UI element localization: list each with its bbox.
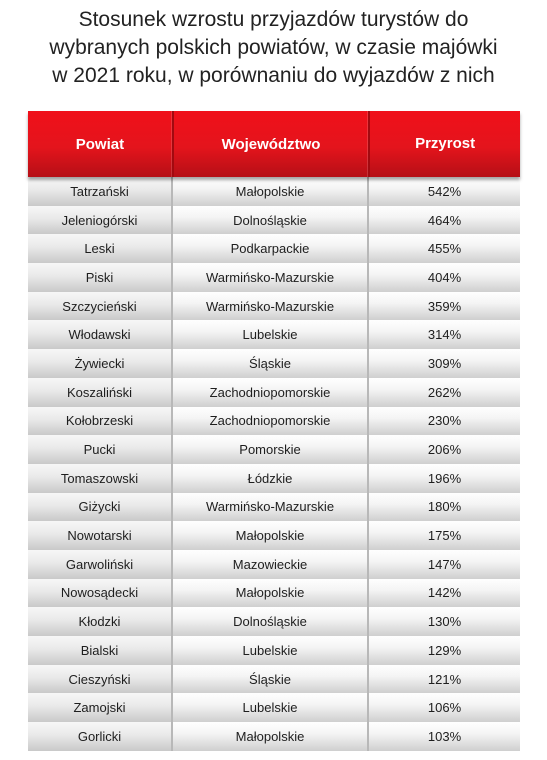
cell-przyrost: 314%: [427, 327, 462, 343]
cell-przyrost: 404%: [427, 269, 462, 285]
table-row: [28, 435, 520, 464]
cell-powiat: Jeleniogórski: [28, 206, 173, 235]
table-row: [28, 607, 520, 636]
cell-przyrost: 359%: [427, 298, 462, 314]
cell-wojewodztwo: Śląskie: [173, 349, 369, 378]
table-row: [28, 722, 520, 751]
table-row: [28, 579, 520, 608]
cell-wojewodztwo: Małopolskie: [173, 722, 369, 751]
cell-wojewodztwo: Małopolskie: [173, 521, 369, 550]
table-row: [28, 636, 520, 665]
table-row: [28, 349, 520, 378]
title-line-1: Stosunek wzrostu przyjazdów turystów do: [78, 8, 469, 31]
cell-przyrost: 196%: [427, 470, 462, 486]
cell-wojewodztwo: Zachodniopomorskie: [173, 378, 369, 407]
table-row: [28, 177, 520, 206]
cell-powiat: Bialski: [28, 636, 173, 665]
cell-przyrost: 262%: [427, 384, 462, 400]
title-line-3: w 2021 roku, w porównaniu do wyjazdów z nich: [52, 64, 495, 87]
cell-przyrost: 147%: [427, 556, 462, 572]
cell-przyrost: 309%: [427, 355, 462, 371]
cell-powiat: Koszaliński: [28, 378, 173, 407]
cell-przyrost: 206%: [427, 442, 462, 458]
cell-powiat: Leski: [28, 234, 173, 263]
column-header-przyrost: Przyrost: [415, 135, 476, 152]
column-header-powiat: Powiat: [28, 111, 174, 177]
cell-powiat: Kłodzki: [28, 607, 173, 636]
cell-wojewodztwo: Podkarpackie: [173, 234, 369, 263]
table-row: [28, 550, 520, 579]
cell-powiat: Tatrzański: [28, 177, 173, 206]
cell-przyrost: 142%: [427, 585, 462, 601]
cell-przyrost: 542%: [427, 183, 462, 199]
cell-przyrost: 129%: [427, 642, 462, 658]
cell-przyrost: 106%: [427, 700, 462, 716]
cell-wojewodztwo: Małopolskie: [173, 579, 369, 608]
table-row: [28, 493, 520, 522]
cell-powiat: Zamojski: [28, 693, 173, 722]
table-row: [28, 407, 520, 436]
cell-przyrost: 103%: [427, 728, 462, 744]
cell-powiat: Tomaszowski: [28, 464, 173, 493]
table-row: [28, 292, 520, 321]
cell-wojewodztwo: Lubelskie: [173, 693, 369, 722]
cell-powiat: Giżycki: [28, 493, 173, 522]
table-row: [28, 234, 520, 263]
cell-powiat: Piski: [28, 263, 173, 292]
cell-wojewodztwo: Śląskie: [173, 665, 369, 694]
cell-powiat: Garwoliński: [28, 550, 173, 579]
table-header: [28, 111, 520, 177]
table-body: [28, 177, 520, 751]
table-row: [28, 464, 520, 493]
cell-wojewodztwo: Dolnośląskie: [173, 607, 369, 636]
table-row: [28, 665, 520, 694]
cell-przyrost: 180%: [427, 499, 462, 515]
cell-wojewodztwo: Małopolskie: [173, 177, 369, 206]
cell-wojewodztwo: Lubelskie: [173, 636, 369, 665]
cell-powiat: Nowotarski: [28, 521, 173, 550]
page-title: [0, 6, 547, 90]
title-line-2: wybranych polskich powiatów, w czasie majówki: [49, 36, 498, 59]
cell-wojewodztwo: Mazowieckie: [173, 550, 369, 579]
cell-powiat: Żywiecki: [28, 349, 173, 378]
cell-wojewodztwo: Warmińsko-Mazurskie: [173, 493, 369, 522]
cell-przyrost: 175%: [427, 528, 462, 544]
cell-powiat: Szczycieński: [28, 292, 173, 321]
cell-przyrost: 464%: [427, 212, 462, 228]
cell-wojewodztwo: Lubelskie: [173, 320, 369, 349]
table-row: [28, 263, 520, 292]
cell-wojewodztwo: Warmińsko-Mazurskie: [173, 292, 369, 321]
cell-powiat: Pucki: [28, 435, 173, 464]
table-row: [28, 521, 520, 550]
cell-przyrost: 455%: [427, 241, 462, 257]
cell-powiat: Gorlicki: [28, 722, 173, 751]
cell-powiat: Kołobrzeski: [28, 407, 173, 436]
cell-powiat: Nowosądecki: [28, 579, 173, 608]
table-row: [28, 378, 520, 407]
cell-przyrost: 230%: [427, 413, 462, 429]
table-row: [28, 206, 520, 235]
table-row: [28, 320, 520, 349]
cell-przyrost: 130%: [427, 614, 462, 630]
cell-wojewodztwo: Pomorskie: [173, 435, 369, 464]
column-header-wojewodztwo: Województwo: [174, 111, 370, 177]
cell-wojewodztwo: Zachodniopomorskie: [173, 407, 369, 436]
cell-powiat: Cieszyński: [28, 665, 173, 694]
cell-powiat: Włodawski: [28, 320, 173, 349]
cell-wojewodztwo: Łódzkie: [173, 464, 369, 493]
cell-przyrost: 121%: [427, 671, 462, 687]
cell-wojewodztwo: Dolnośląskie: [173, 206, 369, 235]
cell-wojewodztwo: Warmińsko-Mazurskie: [173, 263, 369, 292]
table-row: [28, 693, 520, 722]
data-table: [28, 111, 520, 751]
